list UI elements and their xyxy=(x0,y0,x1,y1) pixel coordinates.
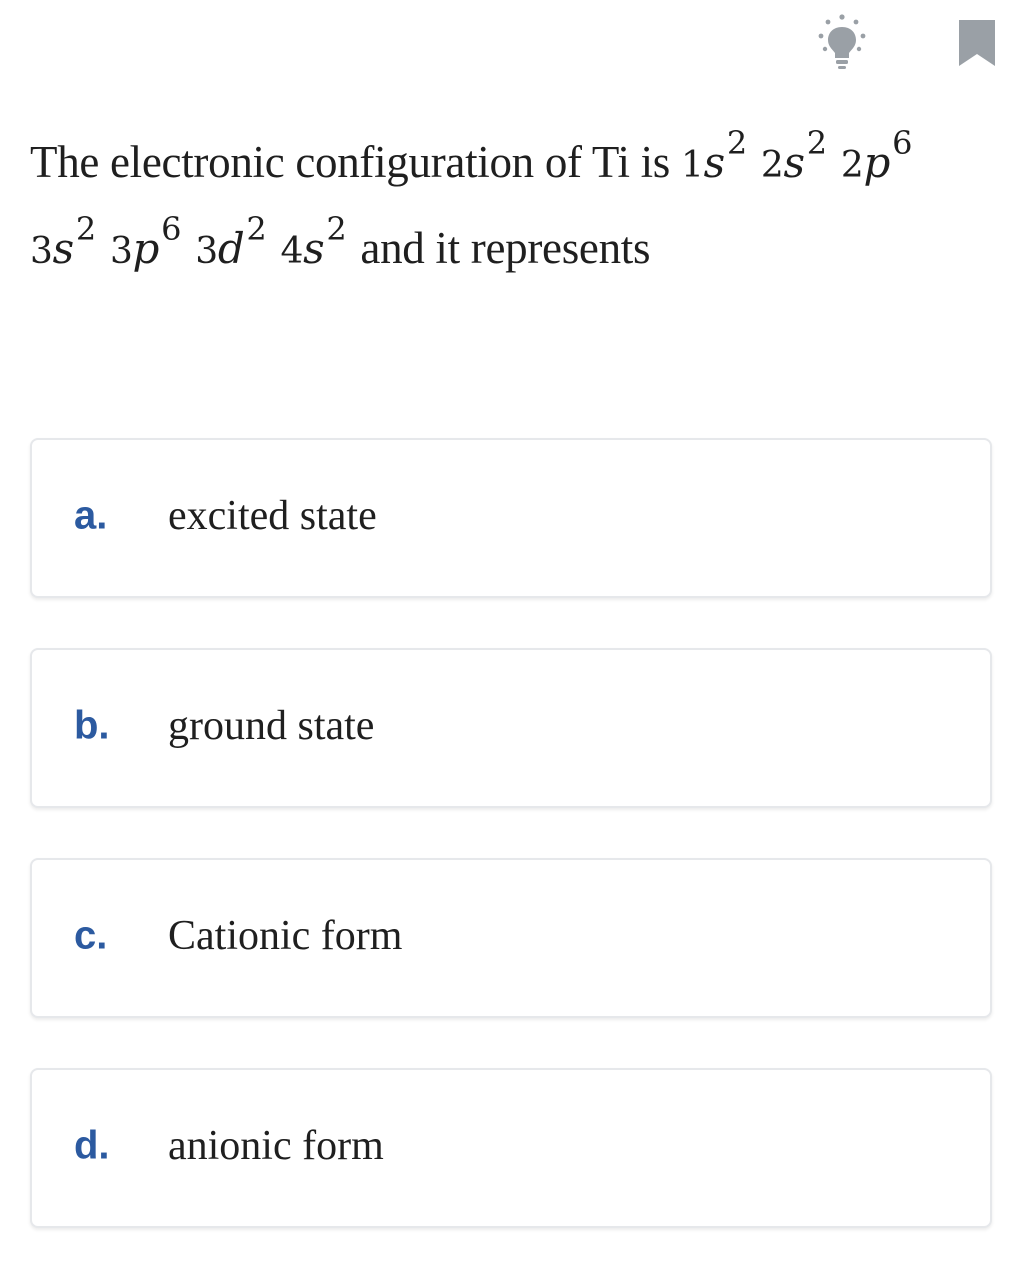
orbital: $2s^2$ xyxy=(760,124,827,187)
question-text xyxy=(30,108,1000,280)
lightbulb-icon xyxy=(808,12,876,74)
option-c[interactable] xyxy=(30,858,992,1018)
orbital: $1s^2$ xyxy=(680,124,747,187)
question-line-2 xyxy=(30,194,1000,280)
option-d[interactable] xyxy=(30,1068,992,1228)
option-a[interactable] xyxy=(30,438,992,598)
question-line-1 xyxy=(30,108,1000,194)
hint-button[interactable] xyxy=(808,12,876,74)
orbital: $4s^2$ xyxy=(280,210,347,273)
question-suffix: and it represents xyxy=(360,223,651,273)
option-text: excited state xyxy=(168,493,377,540)
option-text: anionic form xyxy=(168,1123,384,1170)
orbital: $3p^6$ xyxy=(109,210,182,273)
bookmark-icon xyxy=(945,12,1009,74)
orbital: $2p^6$ xyxy=(840,124,913,187)
option-letter: d. xyxy=(74,1123,110,1168)
option-text: ground state xyxy=(168,703,375,750)
answer-options xyxy=(30,438,992,1278)
option-letter: a. xyxy=(74,493,108,538)
option-letter: b. xyxy=(74,703,110,748)
bookmark-button[interactable] xyxy=(945,12,1009,74)
question-prefix: The electronic configuration of Ti is xyxy=(30,137,671,187)
option-b[interactable] xyxy=(30,648,992,808)
orbital: $3s^2$ xyxy=(30,210,96,273)
option-text: Cationic form xyxy=(168,913,403,960)
orbital: $3d^2$ xyxy=(195,210,267,273)
option-letter: c. xyxy=(74,913,108,958)
